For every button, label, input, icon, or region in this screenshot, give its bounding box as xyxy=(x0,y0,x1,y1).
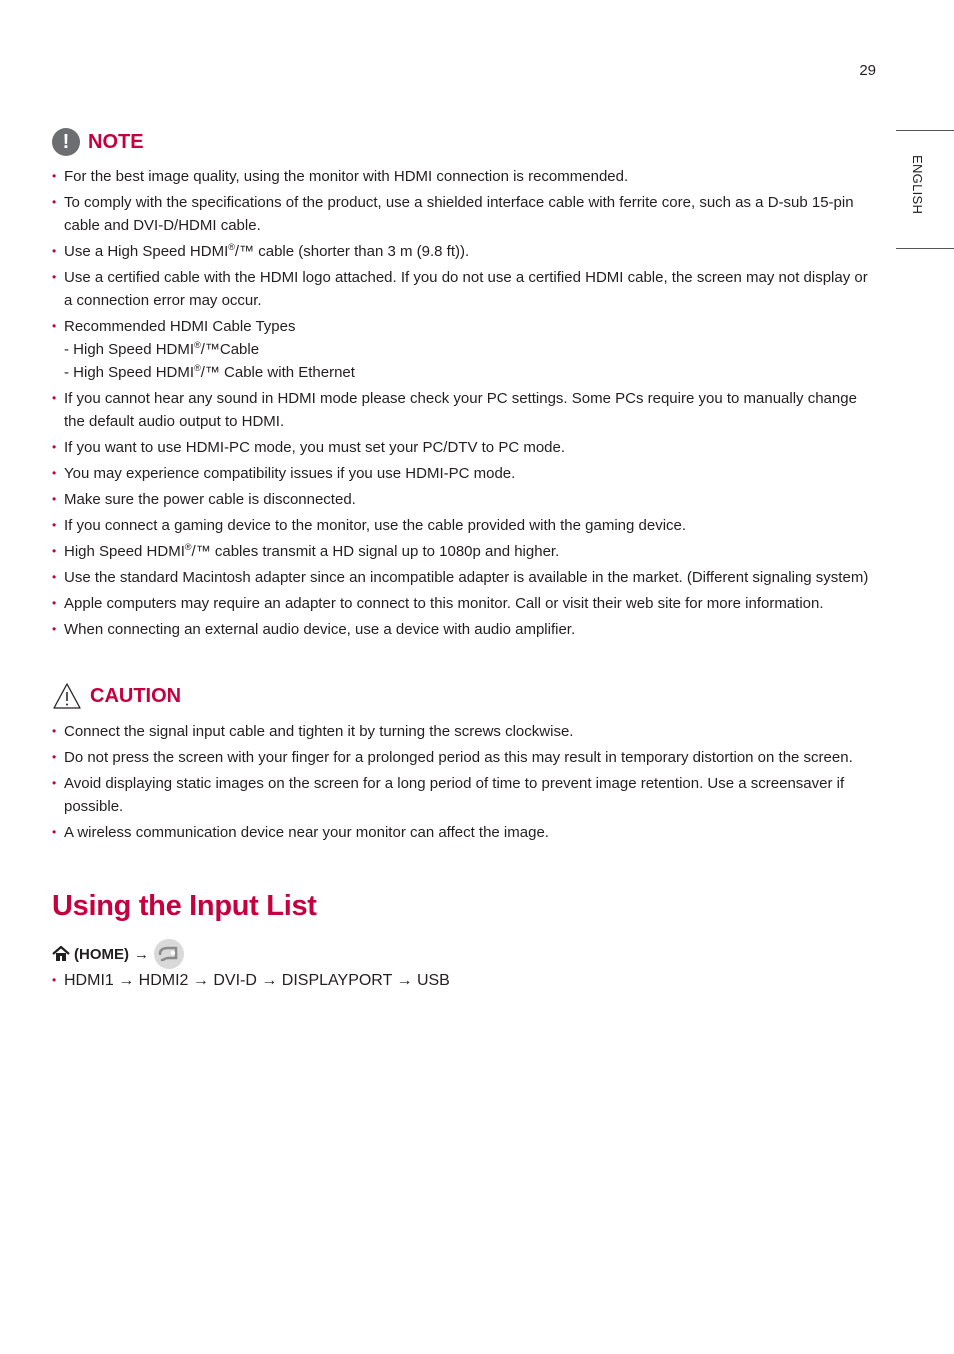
list-item xyxy=(52,746,880,769)
list-item-text: If you cannot hear any sound in HDMI mode please check your PC settings. Some PCs require you to manually change the default audio output to HDMI. xyxy=(64,390,857,430)
list-item-text: Avoid displaying static images on the screen for a long period of time to prevent image retention. Use a screensaver if possible. xyxy=(64,775,845,815)
list-item-text: Use the standard Macintosh adapter since an incompatible adapter is available in the market. (Different signaling system) xyxy=(64,569,869,586)
input-sequence: HDMI1 → HDMI2 → DVI-D → DISPLAYPORT → USB xyxy=(64,972,450,989)
list-item xyxy=(52,720,880,743)
sub-item-text: - High Speed HDMI xyxy=(64,341,195,358)
list-item xyxy=(52,240,880,263)
exclamation-circle-icon: ! xyxy=(52,128,80,156)
caution-heading xyxy=(52,682,181,710)
list-item xyxy=(52,462,880,485)
list-item-text: Use a High Speed HDMI xyxy=(64,243,229,260)
warning-triangle-icon xyxy=(52,682,82,710)
list-item xyxy=(52,266,880,312)
list-item xyxy=(52,772,880,818)
list-item-text: To comply with the specifications of the product, use a shielded interface cable with ferrite core, such as a D-sub 15-pin cable and DVI-D/HDMI cable. xyxy=(64,194,854,234)
list-item-text: If you want to use HDMI-PC mode, you must set your PC/DTV to PC mode. xyxy=(64,439,566,456)
list-item-text: You may experience compatibility issues if you use HDMI-PC mode. xyxy=(64,465,516,482)
sub-item-text: /™Cable xyxy=(200,341,260,358)
list-item-text: High Speed HDMI xyxy=(64,543,185,560)
list-item xyxy=(52,566,880,589)
list-item xyxy=(52,969,880,992)
list-item-text: /™ cables transmit a HD signal up to 1080p and higher. xyxy=(191,543,560,560)
home-icon xyxy=(52,946,70,962)
sub-item-text: - High Speed HDMI xyxy=(64,364,195,381)
list-item xyxy=(52,592,880,615)
list-item-text: Use a certified cable with the HDMI logo attached. If you do not use a certified HDMI cable, the screen may not display or a connection error may occur. xyxy=(64,269,868,309)
list-item xyxy=(52,488,880,511)
list-item-text: When connecting an external audio device, use a device with audio amplifier. xyxy=(64,621,576,638)
language-tab-label: ENGLISH xyxy=(910,155,925,215)
list-item-text: A wireless communication device near your monitor can affect the image. xyxy=(64,824,549,841)
list-item xyxy=(52,387,880,433)
home-label: (HOME) xyxy=(74,945,129,963)
list-item-text: Connect the signal input cable and tighten it by turning the screws clockwise. xyxy=(64,723,574,740)
list-item xyxy=(52,514,880,537)
list-item xyxy=(52,315,880,384)
input-source-icon xyxy=(154,939,184,969)
list-item xyxy=(52,821,880,844)
list-item-text: Apple computers may require an adapter to connect to this monitor. Call or visit their web site for more information. xyxy=(64,595,824,612)
list-item-text: /™ cable (shorter than 3 m (9.8 ft)). xyxy=(234,243,470,260)
language-tab xyxy=(896,130,954,249)
caution-list xyxy=(52,720,880,847)
path-arrow: → xyxy=(134,945,149,963)
list-item xyxy=(52,618,880,641)
list-item-text: Recommended HDMI Cable Types xyxy=(64,318,296,335)
note-list xyxy=(52,165,880,644)
caution-heading-label: CAUTION xyxy=(90,684,182,707)
menu-path xyxy=(52,939,184,969)
list-item-text: Make sure the power cable is disconnected. xyxy=(64,491,356,508)
list-item-text: Do not press the screen with your finger for a prolonged period as this may result in temporary distortion on the screen. xyxy=(64,749,853,766)
sub-item xyxy=(64,361,880,384)
input-sequence-list xyxy=(52,969,880,995)
note-heading-label: NOTE xyxy=(88,130,144,153)
registered-mark: ® xyxy=(194,363,201,373)
sub-item-text: /™ Cable with Ethernet xyxy=(200,364,355,381)
registered-mark: ® xyxy=(228,242,235,252)
registered-mark: ® xyxy=(184,542,192,552)
list-item xyxy=(52,540,880,563)
list-item xyxy=(52,165,880,188)
list-item-text: If you connect a gaming device to the monitor, use the cable provided with the gaming device. xyxy=(64,517,687,534)
page-number: 29 xyxy=(859,62,876,79)
list-item-text: For the best image quality, using the monitor with HDMI connection is recommended. xyxy=(64,168,629,185)
sub-item xyxy=(64,338,880,361)
note-heading xyxy=(52,128,144,156)
list-item xyxy=(52,436,880,459)
list-item xyxy=(52,191,880,237)
section-title: Using the Input List xyxy=(52,890,317,922)
registered-mark: ® xyxy=(194,340,201,350)
